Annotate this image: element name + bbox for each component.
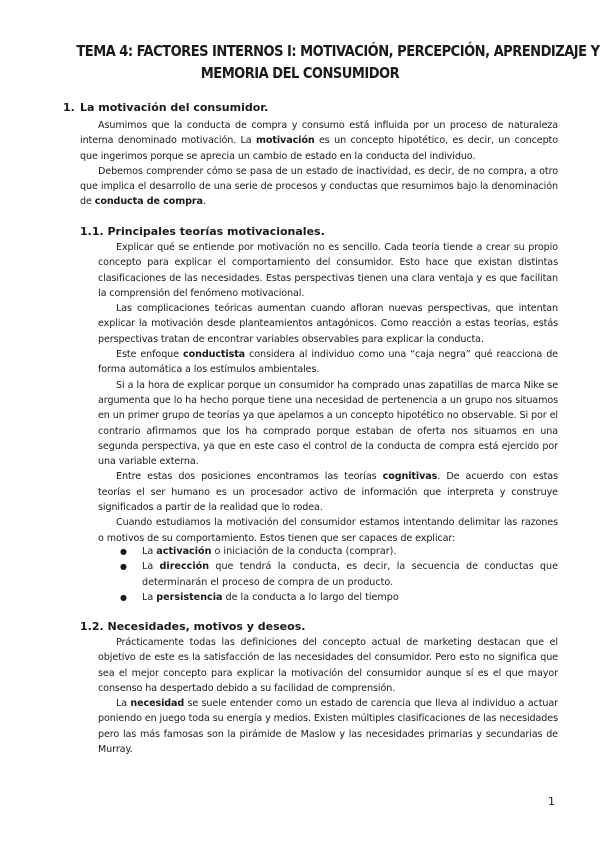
text: considera al individuo como una “caja negra” qué reacciona de forma automática a los estímulos ambientales. [98, 349, 558, 376]
title-line-2: MEMORIA DEL CONSUMIDOR [200, 64, 400, 82]
paragraph [80, 164, 558, 210]
text: La [142, 561, 160, 573]
text: La [142, 591, 157, 603]
text: Asumimos que la conducta de compra y consumo está influida por un proceso de naturaleza interna denominado motivación. La [80, 120, 558, 147]
text: La [142, 546, 157, 557]
paragraph: Las complicaciones teóricas aumentan cuando afloran nuevas perspectivas, que intentan explicar la motivación desde planteamientos antagónicos. Como reacción a estas teorías, estás perspectivas tratan de encontrar variables observables para explicar la conducta. [98, 303, 558, 345]
list-item [120, 590, 558, 605]
section-1-body [80, 118, 558, 210]
list-item [120, 559, 558, 590]
list-item [120, 544, 558, 559]
section-title: La motivación del consumidor. [80, 101, 269, 114]
subsection-1-1-body [98, 240, 558, 546]
text: de la conducta a lo largo del tiempo [222, 591, 399, 603]
bold-term: dirección [159, 561, 210, 573]
text: o iniciación de la conducta (comprar). [211, 546, 397, 557]
paragraph [98, 469, 558, 515]
paragraph: Si a la hora de explicar porque un consumidor ha comprado unas zapatillas de marca Nike se argumenta que lo ha hecho porque tiene una necesidad de pertenencia a un grupo nos situamos en un primer grupo de teorías ya que apelamos a un concepto hipotético no observable. Si por el contrario afirmamos que los ha comprado porque estaban de oferta nos situamos en una segunda perspectiva, ya que en este caso el control de la conducta de compra está ejercido por una variable externa. [98, 379, 558, 468]
subsection-1-1-heading: 1.1. Principales teorías motivacionales. [80, 225, 325, 238]
section-number: 1. [63, 101, 75, 114]
bold-term: cognitivas [382, 471, 438, 483]
text: es un concepto hipotético, es decir, un concepto que ingerimos porque se aprecia un cambio de estado en la conducta del individuo. [80, 135, 558, 162]
bold-term: motivación [256, 135, 315, 147]
paragraph: Explicar qué se entiende por motivación no es sencillo. Cada teoría tiende a crear su propio concepto para explicar el comportamiento del consumidor. Esto hace que existan distintas clasificaciones de las necesidades. Estas perspectivas tienen una clara ventaja y es que facilitan la comprensión del fenómeno motivacional. [98, 242, 558, 299]
text: . [202, 196, 206, 208]
subsection-1-2-body [98, 635, 558, 757]
paragraph [98, 696, 558, 757]
text: La [116, 698, 131, 710]
subsection-1-2-heading: 1.2. Necesidades, motivos y deseos. [80, 620, 306, 633]
title-line-1: TEMA 4: FACTORES INTERNOS I: MOTIVACIÓN, PERCEPCIÓN, APRENDIZAJE Y [76, 42, 600, 60]
bold-term: necesidad [130, 698, 185, 710]
paragraph: Prácticamente todas las definiciones del concepto actual de marketing destacan que el objetivo de este es la satisfacción de las necesidades del consumidor. Pero esto no significa que sea el mejor concepto para explicar la motivación del consumidor aunque sí es el que mayor consenso ha despertado debido a su facilidad de comprensión. [98, 637, 558, 694]
text: Este enfoque [116, 349, 184, 361]
bold-term: conductista [183, 349, 246, 361]
paragraph [98, 347, 558, 378]
paragraph [80, 118, 558, 164]
text: Debemos comprender cómo se pasa de un estado de inactividad, es decir, de no compra, a otro que implica el desarrollo de una serie de procesos y conductas que resumimos bajo la denominación de [80, 165, 558, 208]
text: . De acuerdo con estas teorías el ser humano es un procesador activo de información que interpreta y construye significados a partir de la realidad que lo rodea. [98, 471, 558, 514]
bold-term: persistencia [156, 591, 223, 603]
bold-term: conducta de compra [94, 196, 203, 208]
paragraph: Cuando estudiamos la motivación del consumidor estamos intentando delimitar las razones o motivos de su comportamiento. Estos tienen que ser capaces de explicar: [98, 517, 558, 544]
bullet-list [120, 544, 558, 605]
text: que tendrá la conducta, es decir, la secuencia de conductas que determinarán el proceso de compra de un producto. [142, 561, 558, 588]
bold-term: activación [156, 546, 212, 557]
page-number: 1 [548, 795, 555, 808]
document-title [76, 40, 600, 84]
text: Entre estas dos posiciones encontramos las teorías [116, 471, 383, 483]
text: se suele entender como un estado de carencia que lleva al individuo a actuar poniendo en juego toda su energía y medios. Existen múltiples clasificaciones de las necesidades pero las más famosas son la pirámide de Maslow y las necesidades primarias y secundarias de Murray. [98, 698, 558, 756]
section-1-heading [63, 100, 268, 116]
